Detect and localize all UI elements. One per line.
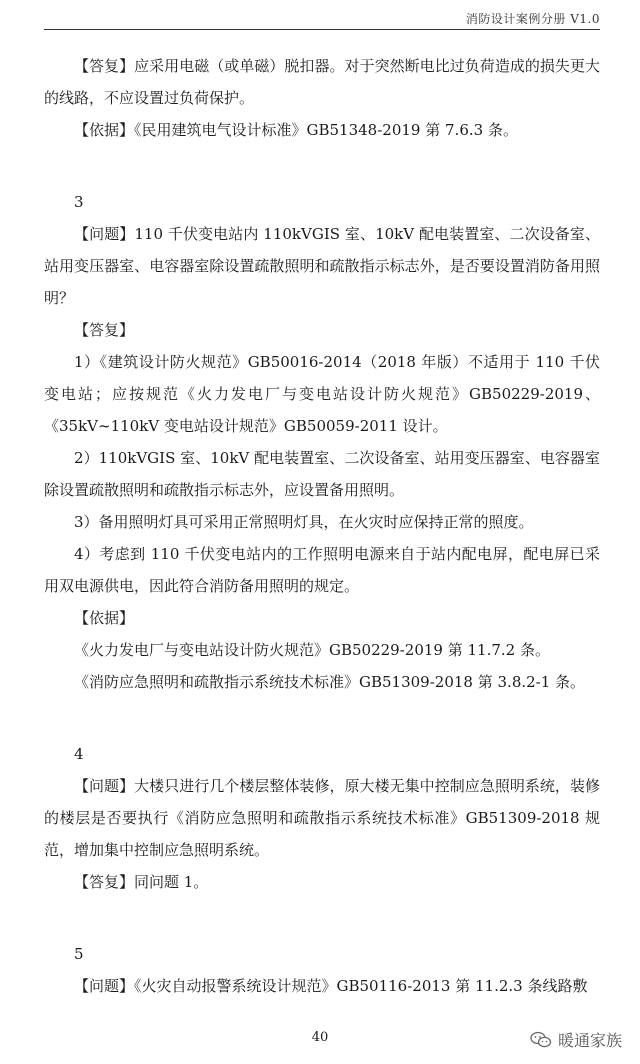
running-header: 消防设计案例分册 V1.0 <box>465 12 600 26</box>
paragraph: 【依据】《民用建筑电气设计标准》GB51348-2019 第 7.6.3 条。 <box>74 121 518 139</box>
paragraph: 【问题】《火灾自动报警系统设计规范》GB50116-2013 第 11.2.3 条线路敷 <box>74 977 588 995</box>
paragraph: 4）考虑到 110 千伏变电站内的工作照明电源来自于站内配电屏，配电屏已采用双电源供电，因此符合消防备用照明的规定。 <box>44 545 600 595</box>
paragraph: 3）备用照明灯具可采用正常照明灯具，在火灾时应保持正常的照度。 <box>74 513 534 531</box>
section-gap <box>44 146 600 186</box>
header-rule <box>44 29 600 30</box>
paragraph: 《消防应急照明和疏散指示系统技术标准》GB51309-2018 第 3.8.2-1 条。 <box>74 673 586 691</box>
watermark-text: 暖通家族 <box>557 1031 622 1050</box>
paragraph: 2）110kVGIS 室、10kV 配电装置室、二次设备室、站用变压器室、电容器室除设置疏散照明和疏散指示标志外，应设置备用照明。 <box>44 449 600 499</box>
watermark <box>530 1028 622 1051</box>
paragraph: 《火力发电厂与变电站设计防火规范》GB50229-2019 第 11.7.2 条。 <box>74 641 550 659</box>
item-number: 5 <box>74 945 84 963</box>
item-number: 4 <box>74 745 84 763</box>
wechat-icon <box>530 1031 552 1049</box>
section-gap <box>44 898 600 938</box>
section-gap <box>44 698 600 738</box>
page-number: 40 <box>311 1030 329 1045</box>
paragraph: 【问题】110 千伏变电站内 110kVGIS 室、10kV 配电装置室、二次设备室、站用变压器室、电容器室除设置疏散照明和疏散指示标志外，是否要设置消防备用照明？ <box>44 225 600 307</box>
paragraph: 【依据】 <box>74 609 135 627</box>
paragraph: 【答复】应采用电磁（或单磁）脱扣器。对于突然断电比过负荷造成的损失更大的线路，不应设置过负荷保护。 <box>44 57 600 107</box>
paragraph: 1）《建筑设计防火规范》GB50016-2014（2018 年版）不适用于 110 千伏变电站；应按规范《火力发电厂与变电站设计防火规范》GB50229-2019、《35kV~110kV 变电站设计规范》GB50059-2011 设计。 <box>44 353 600 435</box>
paragraph: 【问题】大楼只进行几个楼层整体装修，原大楼无集中控制应急照明系统，装修的楼层是否要执行《消防应急照明和疏散指示系统技术标准》GB51309-2018 规范，增加集中控制应急照明系统。 <box>44 777 600 859</box>
item-number: 3 <box>74 193 84 211</box>
paragraph: 【答复】 <box>74 321 135 339</box>
paragraph: 【答复】同问题 1。 <box>74 873 209 891</box>
page-body <box>44 50 600 1002</box>
